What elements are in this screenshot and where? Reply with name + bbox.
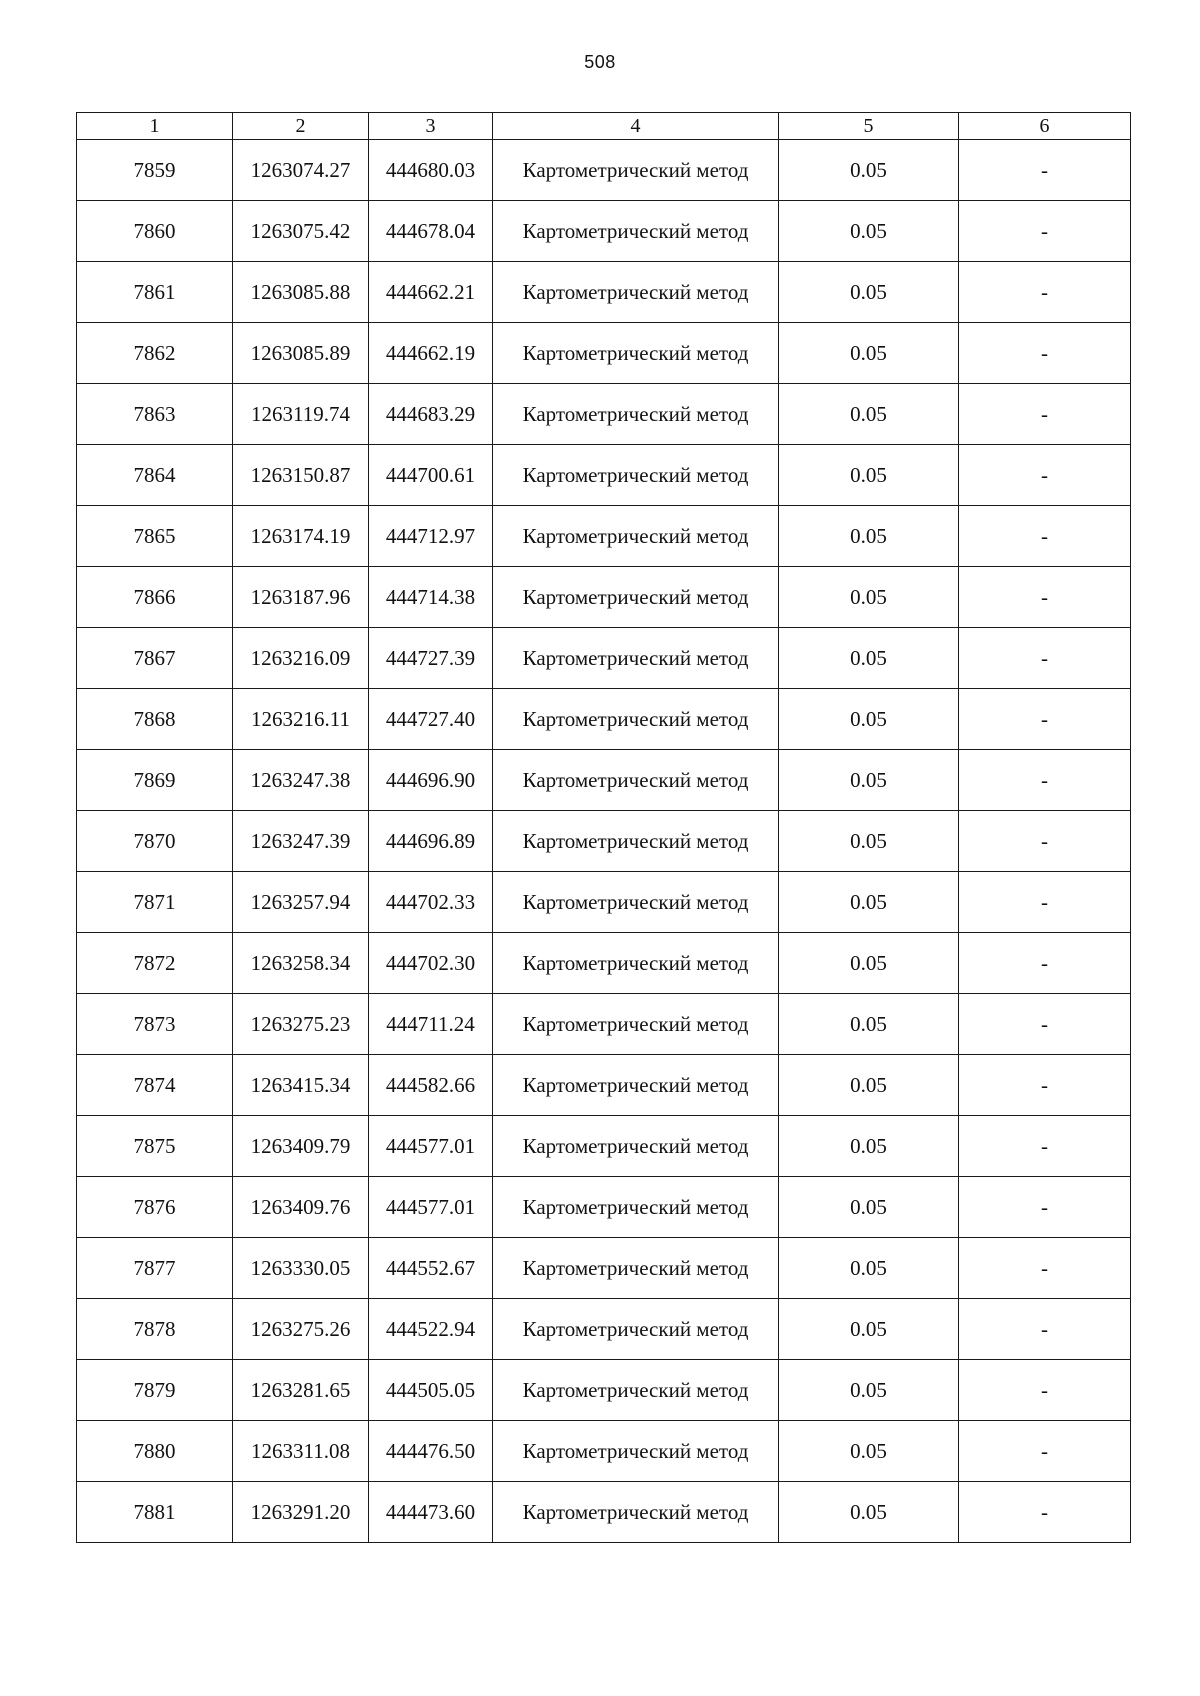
header-cell-6: 6	[959, 113, 1131, 140]
x-coordinate-cell: 1263258.34	[233, 933, 369, 994]
point-number-cell: 7878	[77, 1299, 233, 1360]
x-coordinate-cell: 1263330.05	[233, 1238, 369, 1299]
method-cell: Картометрический метод	[493, 567, 779, 628]
point-number-cell: 7875	[77, 1116, 233, 1177]
table-row	[77, 262, 1131, 323]
table-row	[77, 201, 1131, 262]
y-coordinate-cell: 444476.50	[369, 1421, 493, 1482]
method-cell: Картометрический метод	[493, 1421, 779, 1482]
y-coordinate-cell: 444577.01	[369, 1177, 493, 1238]
point-number-cell: 7862	[77, 323, 233, 384]
y-coordinate-cell: 444683.29	[369, 384, 493, 445]
method-cell: Картометрический метод	[493, 933, 779, 994]
note-cell: -	[959, 1238, 1131, 1299]
accuracy-cell: 0.05	[779, 750, 959, 811]
y-coordinate-cell: 444696.89	[369, 811, 493, 872]
note-cell: -	[959, 1360, 1131, 1421]
note-cell: -	[959, 567, 1131, 628]
table-row	[77, 567, 1131, 628]
table-row	[77, 811, 1131, 872]
point-number-cell: 7859	[77, 140, 233, 201]
accuracy-cell: 0.05	[779, 1421, 959, 1482]
method-cell: Картометрический метод	[493, 872, 779, 933]
point-number-cell: 7870	[77, 811, 233, 872]
y-coordinate-cell: 444727.39	[369, 628, 493, 689]
x-coordinate-cell: 1263187.96	[233, 567, 369, 628]
method-cell: Картометрический метод	[493, 506, 779, 567]
y-coordinate-cell: 444582.66	[369, 1055, 493, 1116]
y-coordinate-cell: 444522.94	[369, 1299, 493, 1360]
accuracy-cell: 0.05	[779, 1238, 959, 1299]
method-cell: Картометрический метод	[493, 628, 779, 689]
method-cell: Картометрический метод	[493, 689, 779, 750]
table-row	[77, 1177, 1131, 1238]
note-cell: -	[959, 445, 1131, 506]
method-cell: Картометрический метод	[493, 1238, 779, 1299]
accuracy-cell: 0.05	[779, 872, 959, 933]
accuracy-cell: 0.05	[779, 262, 959, 323]
x-coordinate-cell: 1263415.34	[233, 1055, 369, 1116]
method-cell: Картометрический метод	[493, 384, 779, 445]
accuracy-cell: 0.05	[779, 1116, 959, 1177]
header-cell-2: 2	[233, 113, 369, 140]
point-number-cell: 7868	[77, 689, 233, 750]
x-coordinate-cell: 1263247.38	[233, 750, 369, 811]
point-number-cell: 7865	[77, 506, 233, 567]
y-coordinate-cell: 444505.05	[369, 1360, 493, 1421]
method-cell: Картометрический метод	[493, 262, 779, 323]
x-coordinate-cell: 1263311.08	[233, 1421, 369, 1482]
table-row	[77, 1421, 1131, 1482]
note-cell: -	[959, 1299, 1131, 1360]
y-coordinate-cell: 444662.21	[369, 262, 493, 323]
table-row	[77, 445, 1131, 506]
note-cell: -	[959, 811, 1131, 872]
y-coordinate-cell: 444680.03	[369, 140, 493, 201]
y-coordinate-cell: 444711.24	[369, 994, 493, 1055]
table-row	[77, 1116, 1131, 1177]
point-number-cell: 7879	[77, 1360, 233, 1421]
note-cell: -	[959, 1421, 1131, 1482]
point-number-cell: 7869	[77, 750, 233, 811]
method-cell: Картометрический метод	[493, 1299, 779, 1360]
x-coordinate-cell: 1263216.09	[233, 628, 369, 689]
accuracy-cell: 0.05	[779, 689, 959, 750]
x-coordinate-cell: 1263281.65	[233, 1360, 369, 1421]
point-number-cell: 7871	[77, 872, 233, 933]
point-number-cell: 7863	[77, 384, 233, 445]
accuracy-cell: 0.05	[779, 201, 959, 262]
table-row	[77, 933, 1131, 994]
x-coordinate-cell: 1263247.39	[233, 811, 369, 872]
accuracy-cell: 0.05	[779, 1482, 959, 1543]
accuracy-cell: 0.05	[779, 994, 959, 1055]
x-coordinate-cell: 1263409.76	[233, 1177, 369, 1238]
accuracy-cell: 0.05	[779, 628, 959, 689]
note-cell: -	[959, 140, 1131, 201]
table-row	[77, 628, 1131, 689]
point-number-cell: 7881	[77, 1482, 233, 1543]
table-row	[77, 872, 1131, 933]
table-row	[77, 384, 1131, 445]
method-cell: Картометрический метод	[493, 1482, 779, 1543]
note-cell: -	[959, 506, 1131, 567]
point-number-cell: 7860	[77, 201, 233, 262]
table-row	[77, 1238, 1131, 1299]
y-coordinate-cell: 444473.60	[369, 1482, 493, 1543]
y-coordinate-cell: 444662.19	[369, 323, 493, 384]
table-row	[77, 750, 1131, 811]
note-cell: -	[959, 750, 1131, 811]
accuracy-cell: 0.05	[779, 1177, 959, 1238]
table-row	[77, 994, 1131, 1055]
y-coordinate-cell: 444700.61	[369, 445, 493, 506]
y-coordinate-cell: 444696.90	[369, 750, 493, 811]
note-cell: -	[959, 1482, 1131, 1543]
x-coordinate-cell: 1263074.27	[233, 140, 369, 201]
accuracy-cell: 0.05	[779, 933, 959, 994]
accuracy-cell: 0.05	[779, 1055, 959, 1116]
table-row	[77, 1055, 1131, 1116]
note-cell: -	[959, 1177, 1131, 1238]
x-coordinate-cell: 1263174.19	[233, 506, 369, 567]
header-cell-1: 1	[77, 113, 233, 140]
note-cell: -	[959, 323, 1131, 384]
x-coordinate-cell: 1263085.88	[233, 262, 369, 323]
table-body	[77, 140, 1131, 1543]
x-coordinate-cell: 1263257.94	[233, 872, 369, 933]
header-cell-4: 4	[493, 113, 779, 140]
accuracy-cell: 0.05	[779, 445, 959, 506]
note-cell: -	[959, 994, 1131, 1055]
y-coordinate-cell: 444727.40	[369, 689, 493, 750]
x-coordinate-cell: 1263075.42	[233, 201, 369, 262]
table-row	[77, 1482, 1131, 1543]
x-coordinate-cell: 1263409.79	[233, 1116, 369, 1177]
accuracy-cell: 0.05	[779, 1299, 959, 1360]
table-row	[77, 323, 1131, 384]
accuracy-cell: 0.05	[779, 1360, 959, 1421]
table-row	[77, 1360, 1131, 1421]
point-number-cell: 7864	[77, 445, 233, 506]
note-cell: -	[959, 872, 1131, 933]
method-cell: Картометрический метод	[493, 1177, 779, 1238]
point-number-cell: 7861	[77, 262, 233, 323]
header-cell-3: 3	[369, 113, 493, 140]
point-number-cell: 7877	[77, 1238, 233, 1299]
x-coordinate-cell: 1263291.20	[233, 1482, 369, 1543]
point-number-cell: 7866	[77, 567, 233, 628]
x-coordinate-cell: 1263150.87	[233, 445, 369, 506]
y-coordinate-cell: 444678.04	[369, 201, 493, 262]
accuracy-cell: 0.05	[779, 567, 959, 628]
point-number-cell: 7867	[77, 628, 233, 689]
table-row	[77, 140, 1131, 201]
y-coordinate-cell: 444702.33	[369, 872, 493, 933]
header-cell-5: 5	[779, 113, 959, 140]
note-cell: -	[959, 262, 1131, 323]
accuracy-cell: 0.05	[779, 323, 959, 384]
table-row	[77, 506, 1131, 567]
x-coordinate-cell: 1263119.74	[233, 384, 369, 445]
accuracy-cell: 0.05	[779, 811, 959, 872]
point-number-cell: 7873	[77, 994, 233, 1055]
method-cell: Картометрический метод	[493, 201, 779, 262]
y-coordinate-cell: 444577.01	[369, 1116, 493, 1177]
note-cell: -	[959, 1055, 1131, 1116]
point-number-cell: 7872	[77, 933, 233, 994]
table-header	[77, 113, 1131, 140]
accuracy-cell: 0.05	[779, 384, 959, 445]
x-coordinate-cell: 1263275.23	[233, 994, 369, 1055]
note-cell: -	[959, 689, 1131, 750]
note-cell: -	[959, 384, 1131, 445]
point-number-cell: 7876	[77, 1177, 233, 1238]
point-number-cell: 7874	[77, 1055, 233, 1116]
accuracy-cell: 0.05	[779, 140, 959, 201]
method-cell: Картометрический метод	[493, 750, 779, 811]
method-cell: Картометрический метод	[493, 445, 779, 506]
method-cell: Картометрический метод	[493, 1360, 779, 1421]
table-row	[77, 689, 1131, 750]
method-cell: Картометрический метод	[493, 811, 779, 872]
method-cell: Картометрический метод	[493, 1055, 779, 1116]
note-cell: -	[959, 628, 1131, 689]
method-cell: Картометрический метод	[493, 1116, 779, 1177]
point-number-cell: 7880	[77, 1421, 233, 1482]
y-coordinate-cell: 444712.97	[369, 506, 493, 567]
header-row	[77, 113, 1131, 140]
y-coordinate-cell: 444552.67	[369, 1238, 493, 1299]
method-cell: Картометрический метод	[493, 994, 779, 1055]
coordinates-table	[76, 112, 1131, 1543]
x-coordinate-cell: 1263085.89	[233, 323, 369, 384]
y-coordinate-cell: 444714.38	[369, 567, 493, 628]
x-coordinate-cell: 1263216.11	[233, 689, 369, 750]
page-number: 508	[584, 52, 616, 72]
y-coordinate-cell: 444702.30	[369, 933, 493, 994]
note-cell: -	[959, 1116, 1131, 1177]
method-cell: Картометрический метод	[493, 140, 779, 201]
note-cell: -	[959, 933, 1131, 994]
method-cell: Картометрический метод	[493, 323, 779, 384]
accuracy-cell: 0.05	[779, 506, 959, 567]
x-coordinate-cell: 1263275.26	[233, 1299, 369, 1360]
table-row	[77, 1299, 1131, 1360]
note-cell: -	[959, 201, 1131, 262]
